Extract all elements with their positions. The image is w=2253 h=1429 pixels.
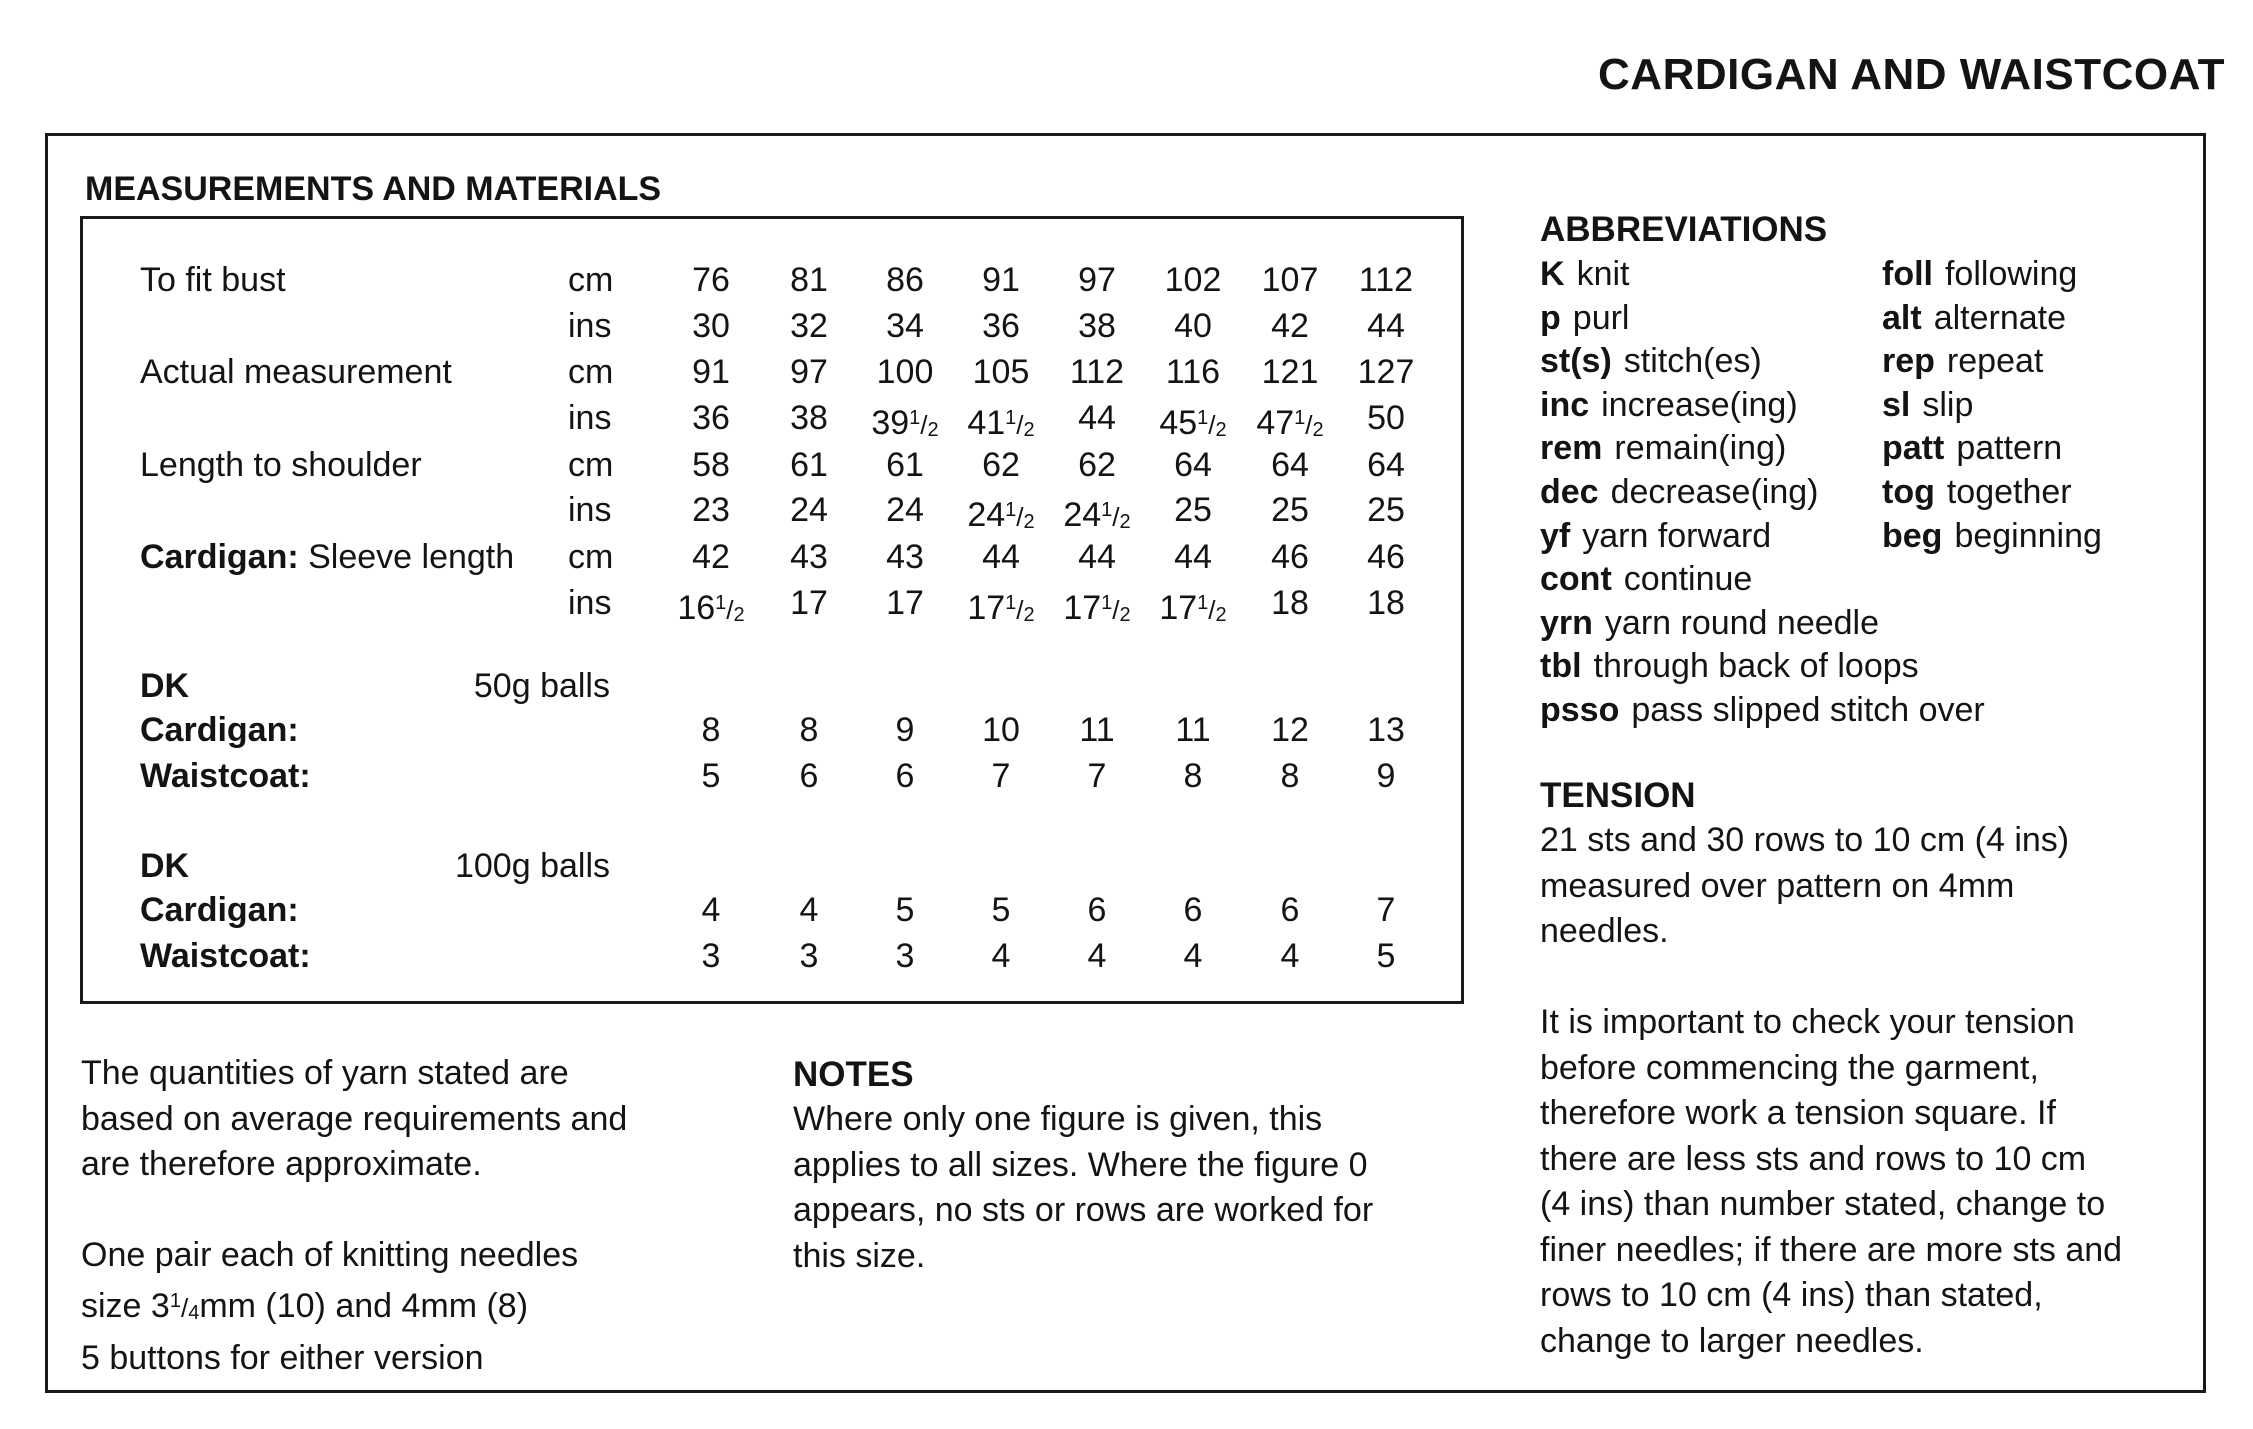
table-cell: 25	[1271, 491, 1309, 529]
yarn-cell: 11	[1175, 711, 1211, 749]
table-cell: 44	[982, 538, 1020, 576]
row-unit: cm	[568, 538, 614, 576]
table-cell: 42	[1271, 307, 1309, 345]
abbreviation-key: tog	[1882, 473, 1935, 511]
table-cell: 121	[1261, 353, 1319, 391]
abbreviation-item	[1882, 254, 2077, 294]
yarn-cell: 3	[895, 937, 915, 975]
table-cell: 36	[982, 307, 1020, 345]
materials-line: size $3^1/_4mm$ (10) and 4mm (8)	[81, 1286, 529, 1325]
abbreviation-meaning: increase(ing)	[1601, 386, 1798, 424]
yarn-cell: 5	[701, 757, 721, 795]
table-cell: 64	[1367, 446, 1405, 484]
notes-heading: NOTES	[793, 1055, 914, 1094]
abbreviation-item	[1540, 385, 1798, 425]
table-cell: 102	[1164, 261, 1222, 299]
abbreviation-key: yrn	[1540, 604, 1593, 642]
tension-advice-line: rows to 10 cm (4 ins) than stated,	[1540, 1276, 2043, 1314]
table-cell: 43	[886, 538, 924, 576]
abbreviation-key: st(s)	[1540, 342, 1612, 380]
yarn-cell: 4	[1280, 937, 1300, 975]
quantities-line: based on average requirements and	[81, 1099, 628, 1138]
abbreviation-key: p	[1540, 299, 1561, 337]
table-cell: $41^1/_2$	[967, 404, 1035, 442]
yarn-cell: 5	[1376, 937, 1396, 975]
yarn-cell: 6	[895, 757, 915, 795]
table-cell: 17	[886, 584, 924, 622]
abbreviation-meaning: remain(ing)	[1614, 429, 1787, 467]
yarn-cell: 10	[982, 711, 1020, 749]
tension-line: 21 sts and 30 rows to 10 cm (4 ins)	[1540, 821, 2070, 859]
yarn-cell: 6	[1280, 891, 1300, 929]
abbreviation-key: patt	[1882, 429, 1945, 467]
tension-advice	[1540, 1000, 2122, 1364]
tension-advice-line: there are less sts and rows to 10 cm	[1540, 1139, 2087, 1178]
table-cell: 36	[692, 399, 730, 437]
quantities-line: The quantities of yarn stated are	[81, 1054, 569, 1092]
materials-note	[81, 1233, 578, 1382]
yarn-cell: 6	[1087, 891, 1107, 929]
abbreviation-key: foll	[1882, 255, 1933, 293]
abbreviation-meaning: yarn round needle	[1604, 604, 1880, 642]
abbreviation-key: beg	[1882, 517, 1943, 555]
measurements-heading: MEASUREMENTS AND MATERIALS	[85, 170, 662, 208]
row-label-text: Length to shoulder	[140, 446, 422, 484]
abbreviation-meaning: repeat	[1946, 342, 2044, 380]
abbreviation-item	[1540, 428, 1786, 468]
abbreviation-item	[1540, 603, 1879, 643]
tension-advice-line: It is important to check your tension	[1540, 1003, 2075, 1041]
table-cell: 32	[790, 307, 828, 345]
abbreviation-meaning: continue	[1623, 560, 1753, 598]
abbreviation-key: alt	[1882, 299, 1922, 337]
abbreviation-meaning: pass slipped stitch over	[1631, 691, 1985, 729]
table-cell: 24	[790, 491, 828, 529]
yarn-row-label: Waistcoat:	[140, 937, 311, 975]
row-unit: cm	[568, 446, 614, 484]
abbreviation-item	[1540, 516, 1771, 556]
abbreviation-item	[1540, 646, 1919, 686]
table-cell: 64	[1174, 446, 1212, 484]
table-cell: 97	[1078, 261, 1116, 299]
tension-advice-line: (4 ins) than number stated, change to	[1540, 1185, 2106, 1223]
table-cell: $16^1/_2$	[677, 589, 745, 627]
yarn-cell: 9	[1376, 757, 1396, 795]
table-cell: 38	[1078, 307, 1116, 345]
table-cell: 44	[1367, 307, 1405, 345]
quantities-note	[81, 1051, 627, 1188]
row-label	[140, 537, 514, 577]
row-label-text: Actual measurement	[140, 353, 452, 391]
table-cell: 50	[1367, 399, 1405, 437]
table-cell: $17^1/_2$	[967, 589, 1035, 627]
row-unit: cm	[568, 261, 614, 299]
table-cell: 30	[692, 307, 730, 345]
row-label	[140, 260, 286, 300]
measurements-table	[80, 216, 1464, 1004]
abbreviation-item	[1540, 298, 1629, 338]
table-cell: 61	[790, 446, 828, 484]
yarn-cell: 8	[701, 711, 721, 749]
yarn-cell: 4	[991, 937, 1011, 975]
abbreviation-key: sl	[1882, 386, 1911, 424]
yarn-cell: 4	[799, 891, 819, 929]
table-cell: 43	[790, 538, 828, 576]
quantities-line: are therefore approximate.	[81, 1145, 482, 1183]
table-cell: 25	[1367, 491, 1405, 529]
yarn-cell: 8	[1280, 757, 1300, 795]
row-unit: ins	[568, 307, 612, 345]
tension-advice-line: finer needles; if there are more sts and	[1540, 1230, 2123, 1269]
abbreviation-item	[1882, 428, 2062, 468]
yarn-cell: 3	[799, 937, 819, 975]
row-unit: ins	[568, 399, 612, 437]
yarn-cell: 4	[1183, 937, 1203, 975]
abbreviation-key: rem	[1540, 429, 1603, 467]
abbreviation-meaning: decrease(ing)	[1610, 473, 1819, 511]
table-cell: 17	[790, 584, 828, 622]
table-cell: 24	[886, 491, 924, 529]
abbreviation-meaning: knit	[1576, 255, 1630, 293]
abbreviation-key: K	[1540, 255, 1565, 293]
row-unit: cm	[568, 353, 614, 391]
abbreviation-item	[1882, 341, 2043, 381]
row-unit: ins	[568, 491, 612, 529]
table-cell: 62	[1078, 446, 1116, 484]
abbreviation-meaning: following	[1944, 255, 2078, 293]
yarn-cell: 5	[991, 891, 1011, 929]
abbreviation-item	[1882, 385, 1973, 425]
yarn-cell: 11	[1079, 711, 1115, 749]
abbreviation-item	[1882, 298, 2066, 338]
table-cell: 34	[886, 307, 924, 345]
table-cell: 44	[1078, 538, 1116, 576]
table-cell: 107	[1261, 261, 1319, 299]
table-cell: 61	[886, 446, 924, 484]
abbreviation-key: cont	[1540, 560, 1612, 598]
yarn-row-label: Cardigan:	[140, 891, 299, 929]
ball-weight: 100g balls	[454, 847, 610, 885]
table-cell: 97	[790, 353, 828, 391]
abbreviation-item	[1540, 254, 1629, 294]
table-cell: 18	[1367, 584, 1405, 622]
abbreviation-meaning: alternate	[1933, 299, 2067, 337]
abbreviation-key: tbl	[1540, 647, 1582, 685]
abbreviation-meaning: yarn forward	[1582, 517, 1772, 555]
notes-line: Where only one figure is given, this	[793, 1100, 1323, 1138]
yarn-cell: 6	[799, 757, 819, 795]
table-cell: 81	[790, 261, 828, 299]
table-cell: 127	[1357, 353, 1415, 391]
row-unit: ins	[568, 584, 612, 622]
table-cell: $45^1/_2$	[1159, 404, 1227, 442]
table-cell: 44	[1174, 538, 1212, 576]
notes-line: applies to all sizes. Where the figure 0	[793, 1145, 1368, 1184]
yarn-cell: 7	[1376, 891, 1396, 929]
table-cell: 112	[1069, 353, 1125, 391]
table-cell: 91	[982, 261, 1020, 299]
table-cell: 42	[692, 538, 730, 576]
row-label	[140, 352, 452, 392]
table-cell: $24^1/_2$	[967, 496, 1035, 534]
tension-line: needles.	[1540, 912, 1669, 950]
abbreviation-item	[1540, 559, 1752, 599]
materials-line: 5 buttons for either version	[81, 1339, 484, 1377]
table-cell: 91	[692, 353, 730, 391]
table-cell: $39^1/_2$	[871, 404, 939, 442]
abbreviation-key: yf	[1540, 517, 1571, 555]
yarn-cell: 7	[1087, 757, 1107, 795]
yarn-cell: 7	[991, 757, 1011, 795]
abbreviation-key: inc	[1540, 386, 1590, 424]
row-label-text: To fit bust	[140, 261, 286, 299]
abbreviation-item	[1540, 472, 1818, 512]
yarn-cell: 4	[701, 891, 721, 929]
tension-advice-line: therefore work a tension square. If	[1540, 1094, 2056, 1132]
table-cell: 23	[692, 491, 730, 529]
abbreviation-key: psso	[1540, 691, 1620, 729]
table-cell: 46	[1271, 538, 1309, 576]
table-cell: 18	[1271, 584, 1309, 622]
notes-line: this size.	[793, 1236, 926, 1275]
yarn-cell: 9	[895, 711, 915, 749]
abbreviation-key: dec	[1540, 473, 1599, 511]
table-cell: $24^1/_2$	[1063, 496, 1131, 534]
abbreviation-item	[1540, 690, 1985, 730]
row-label-bold: Cardigan:	[140, 538, 309, 576]
abbreviation-meaning: slip	[1922, 386, 1974, 424]
table-cell: 105	[972, 353, 1030, 391]
yarn-cell: 8	[1183, 757, 1203, 795]
materials-line: One pair each of knitting needles	[81, 1236, 579, 1274]
table-cell: 100	[876, 353, 934, 391]
yarn-cell: 8	[799, 711, 819, 749]
table-cell: 38	[790, 399, 828, 437]
table-cell: 76	[692, 261, 730, 299]
yarn-cell: 5	[895, 891, 915, 929]
abbreviations-heading: ABBREVIATIONS	[1540, 210, 1828, 249]
table-cell: 112	[1358, 261, 1414, 299]
table-cell: 58	[692, 446, 730, 484]
notes-text	[793, 1097, 1373, 1279]
yarn-type: DK	[140, 847, 190, 885]
yarn-row-label: Waistcoat:	[140, 757, 311, 795]
yarn-cell: 6	[1183, 891, 1203, 929]
table-cell: 46	[1367, 538, 1405, 576]
yarn-type: DK	[140, 667, 190, 705]
tension-text	[1540, 818, 2069, 955]
table-cell: 25	[1174, 491, 1212, 529]
table-cell: 116	[1165, 353, 1221, 391]
yarn-cell: 4	[1087, 937, 1107, 975]
abbreviation-meaning: pattern	[1956, 429, 2063, 467]
row-label-text: Sleeve length	[308, 538, 515, 576]
table-cell: $17^1/_2$	[1159, 589, 1227, 627]
yarn-cell: 13	[1367, 711, 1405, 749]
yarn-row-label: Cardigan:	[140, 711, 299, 749]
table-cell: 44	[1078, 399, 1116, 437]
ball-weight: 50g balls	[473, 667, 610, 705]
abbreviation-item	[1540, 341, 1762, 381]
table-cell: 64	[1271, 446, 1309, 484]
abbreviation-key: rep	[1882, 342, 1935, 380]
abbreviation-meaning: stitch(es)	[1623, 342, 1762, 380]
abbreviation-item	[1882, 472, 2072, 512]
table-cell: $17^1/_2$	[1063, 589, 1131, 627]
tension-heading: TENSION	[1540, 776, 1696, 815]
abbreviation-meaning: through back of loops	[1593, 647, 1919, 685]
abbreviation-item	[1882, 516, 2102, 556]
table-cell: 40	[1174, 307, 1212, 345]
abbreviation-meaning: together	[1946, 473, 2072, 511]
tension-advice-line: before commencing the garment,	[1540, 1048, 2039, 1087]
table-cell: $47^1/_2$	[1256, 404, 1324, 442]
abbreviation-meaning: purl	[1572, 299, 1630, 337]
notes-line: appears, no sts or rows are worked for	[793, 1191, 1374, 1229]
page-title: CARDIGAN AND WAISTCOAT	[1598, 50, 2225, 99]
tension-line: measured over pattern on 4mm	[1540, 866, 2015, 905]
abbreviation-meaning: beginning	[1954, 517, 2102, 555]
row-label	[140, 445, 422, 485]
table-cell: 86	[886, 261, 924, 299]
yarn-cell: 12	[1271, 711, 1309, 749]
table-cell: 62	[982, 446, 1020, 484]
tension-advice-line: change to larger needles.	[1540, 1321, 1924, 1360]
yarn-cell: 3	[701, 937, 721, 975]
